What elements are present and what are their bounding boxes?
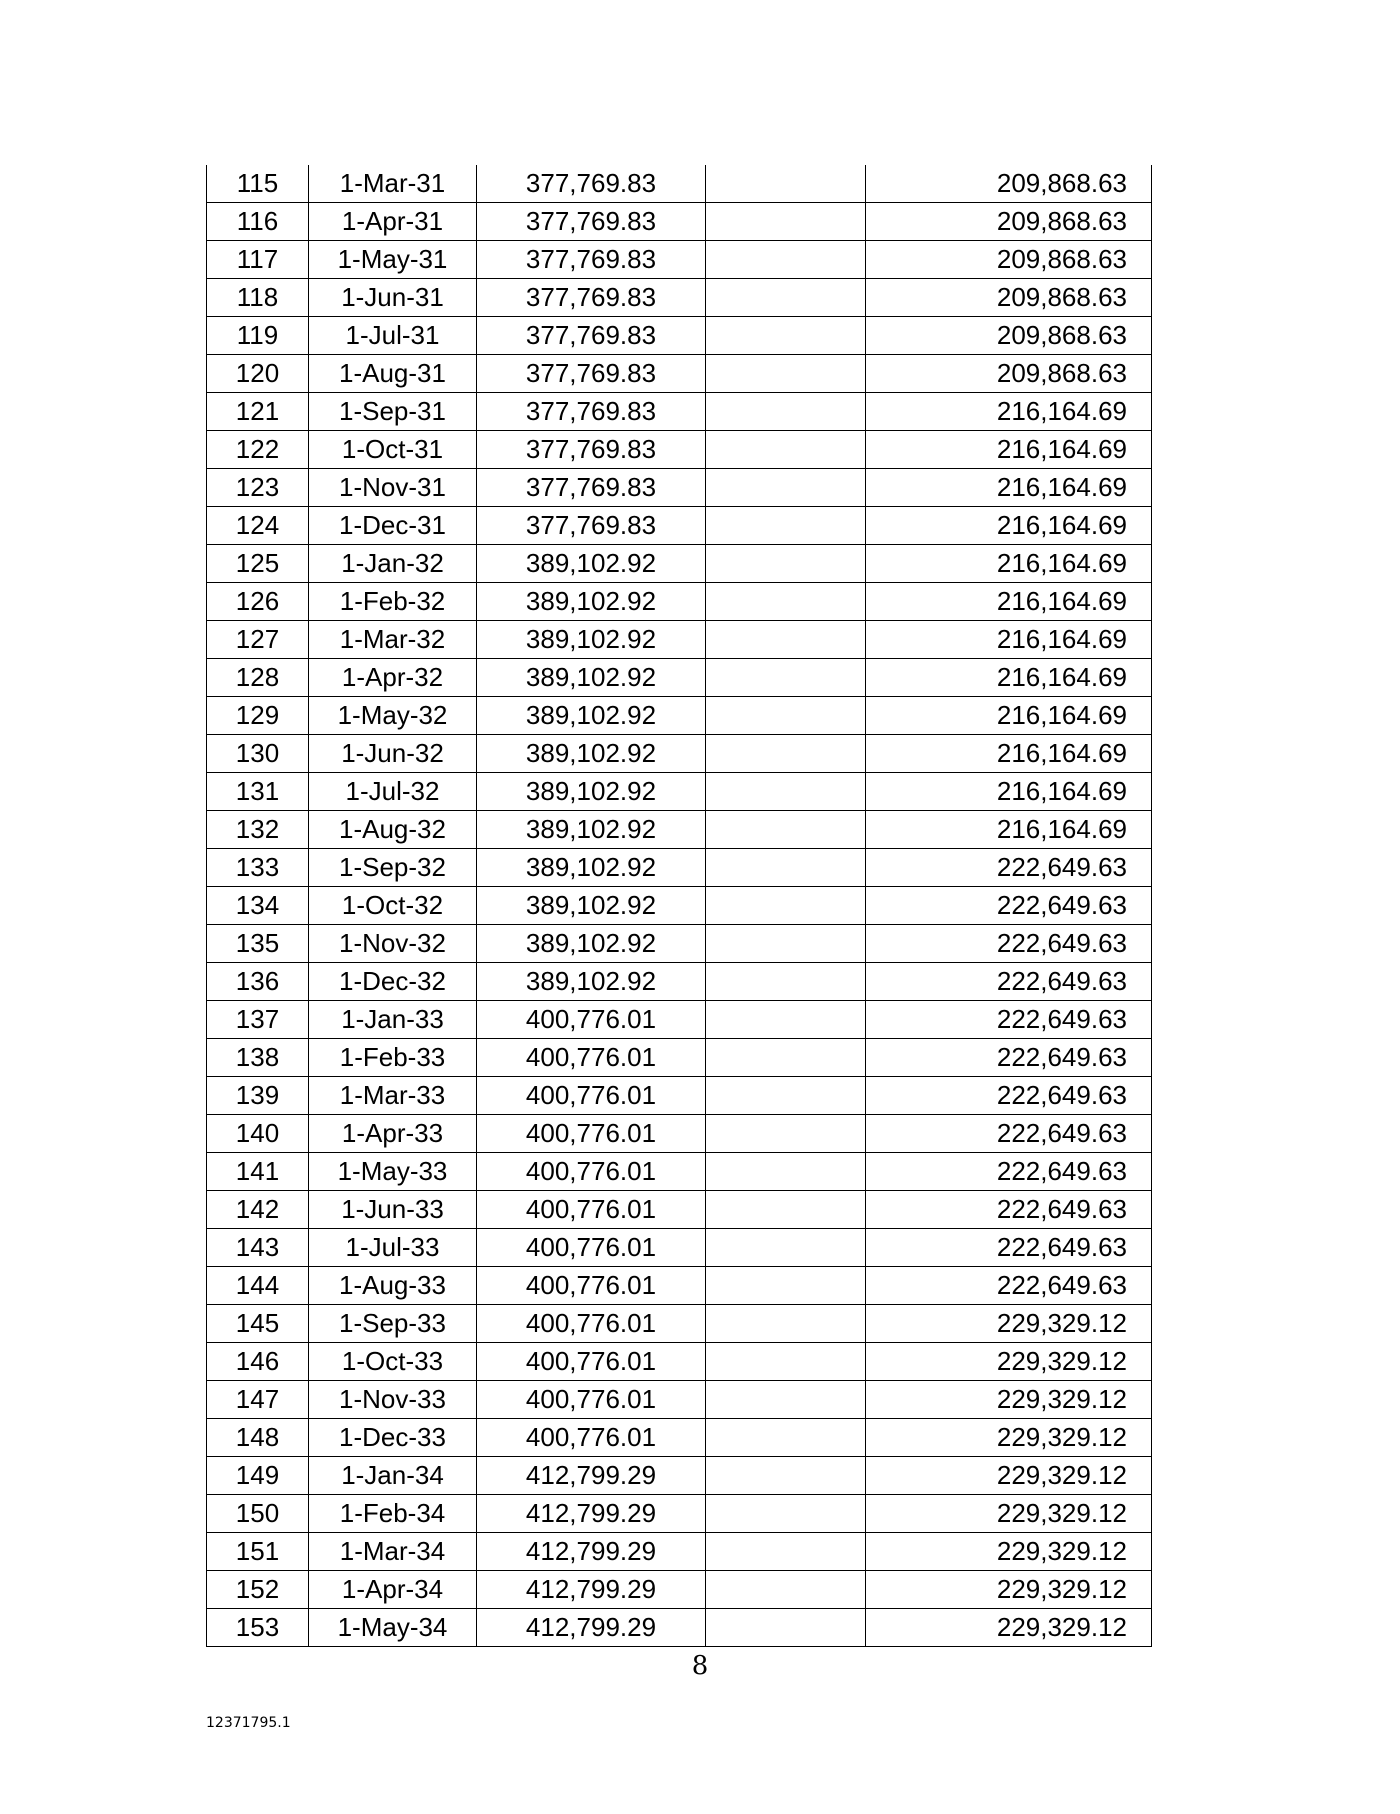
blank-cell <box>706 583 866 621</box>
blank-cell <box>706 279 866 317</box>
row-number-cell: 141 <box>207 1153 309 1191</box>
date-cell: 1-Oct-33 <box>309 1343 477 1381</box>
payment-cell: 389,102.92 <box>477 697 706 735</box>
date-cell: 1-Aug-31 <box>309 355 477 393</box>
blank-cell <box>706 1115 866 1153</box>
row-number-cell: 117 <box>207 241 309 279</box>
blank-cell <box>706 507 866 545</box>
schedule-table-body <box>207 165 1152 1647</box>
row-number-cell: 143 <box>207 1229 309 1267</box>
row-number-cell: 137 <box>207 1001 309 1039</box>
row-number-cell: 133 <box>207 849 309 887</box>
table-row <box>207 1419 1152 1457</box>
row-number-cell: 142 <box>207 1191 309 1229</box>
blank-cell <box>706 203 866 241</box>
row-number-cell: 119 <box>207 317 309 355</box>
table-row <box>207 1267 1152 1305</box>
blank-cell <box>706 697 866 735</box>
payment-cell: 400,776.01 <box>477 1419 706 1457</box>
date-cell: 1-Feb-33 <box>309 1039 477 1077</box>
date-cell: 1-Jun-32 <box>309 735 477 773</box>
row-number-cell: 132 <box>207 811 309 849</box>
amount-cell: 209,868.63 <box>866 355 1152 393</box>
date-cell: 1-Jul-31 <box>309 317 477 355</box>
row-number-cell: 122 <box>207 431 309 469</box>
blank-cell <box>706 963 866 1001</box>
table-row <box>207 697 1152 735</box>
payment-cell: 400,776.01 <box>477 1153 706 1191</box>
blank-cell <box>706 1039 866 1077</box>
row-number-cell: 144 <box>207 1267 309 1305</box>
table-row <box>207 1229 1152 1267</box>
date-cell: 1-Apr-32 <box>309 659 477 697</box>
amount-cell: 216,164.69 <box>866 773 1152 811</box>
row-number-cell: 140 <box>207 1115 309 1153</box>
amount-cell: 222,649.63 <box>866 849 1152 887</box>
table-row <box>207 317 1152 355</box>
amount-cell: 216,164.69 <box>866 659 1152 697</box>
payment-cell: 389,102.92 <box>477 735 706 773</box>
date-cell: 1-Apr-33 <box>309 1115 477 1153</box>
table-row <box>207 1191 1152 1229</box>
amount-cell: 216,164.69 <box>866 621 1152 659</box>
date-cell: 1-Dec-31 <box>309 507 477 545</box>
blank-cell <box>706 1153 866 1191</box>
amount-cell: 209,868.63 <box>866 165 1152 203</box>
amount-cell: 222,649.63 <box>866 887 1152 925</box>
table-row <box>207 1115 1152 1153</box>
date-cell: 1-Apr-34 <box>309 1571 477 1609</box>
amount-cell: 222,649.63 <box>866 1153 1152 1191</box>
table-row <box>207 1305 1152 1343</box>
amount-cell: 216,164.69 <box>866 545 1152 583</box>
blank-cell <box>706 887 866 925</box>
date-cell: 1-Jan-34 <box>309 1457 477 1495</box>
amount-cell: 209,868.63 <box>866 203 1152 241</box>
row-number-cell: 127 <box>207 621 309 659</box>
table-row <box>207 963 1152 1001</box>
row-number-cell: 126 <box>207 583 309 621</box>
payment-cell: 377,769.83 <box>477 507 706 545</box>
row-number-cell: 148 <box>207 1419 309 1457</box>
amount-cell: 229,329.12 <box>866 1343 1152 1381</box>
payment-cell: 389,102.92 <box>477 659 706 697</box>
amount-cell: 222,649.63 <box>866 1191 1152 1229</box>
payment-cell: 377,769.83 <box>477 355 706 393</box>
row-number-cell: 145 <box>207 1305 309 1343</box>
date-cell: 1-Jul-33 <box>309 1229 477 1267</box>
table-row <box>207 1001 1152 1039</box>
blank-cell <box>706 1533 866 1571</box>
amount-cell: 209,868.63 <box>866 317 1152 355</box>
blank-cell <box>706 1077 866 1115</box>
payment-cell: 377,769.83 <box>477 165 706 203</box>
table-row <box>207 165 1152 203</box>
date-cell: 1-Jun-31 <box>309 279 477 317</box>
payment-cell: 389,102.92 <box>477 811 706 849</box>
row-number-cell: 123 <box>207 469 309 507</box>
table-row <box>207 203 1152 241</box>
table-row <box>207 1153 1152 1191</box>
date-cell: 1-Nov-33 <box>309 1381 477 1419</box>
amount-cell: 209,868.63 <box>866 279 1152 317</box>
date-cell: 1-Mar-34 <box>309 1533 477 1571</box>
date-cell: 1-Oct-32 <box>309 887 477 925</box>
payment-cell: 389,102.92 <box>477 583 706 621</box>
blank-cell <box>706 1001 866 1039</box>
date-cell: 1-Jul-32 <box>309 773 477 811</box>
payment-cell: 400,776.01 <box>477 1001 706 1039</box>
blank-cell <box>706 1191 866 1229</box>
amount-cell: 222,649.63 <box>866 1229 1152 1267</box>
payment-cell: 400,776.01 <box>477 1115 706 1153</box>
date-cell: 1-May-32 <box>309 697 477 735</box>
payment-cell: 389,102.92 <box>477 849 706 887</box>
payment-cell: 400,776.01 <box>477 1191 706 1229</box>
table-row <box>207 1495 1152 1533</box>
table-row <box>207 1609 1152 1647</box>
table-row <box>207 621 1152 659</box>
table-row <box>207 735 1152 773</box>
row-number-cell: 139 <box>207 1077 309 1115</box>
payment-cell: 412,799.29 <box>477 1609 706 1647</box>
date-cell: 1-Aug-33 <box>309 1267 477 1305</box>
blank-cell <box>706 1305 866 1343</box>
amount-cell: 229,329.12 <box>866 1495 1152 1533</box>
row-number-cell: 125 <box>207 545 309 583</box>
table-row <box>207 1039 1152 1077</box>
row-number-cell: 134 <box>207 887 309 925</box>
blank-cell <box>706 773 866 811</box>
payment-cell: 377,769.83 <box>477 317 706 355</box>
payment-cell: 412,799.29 <box>477 1457 706 1495</box>
row-number-cell: 138 <box>207 1039 309 1077</box>
amount-cell: 222,649.63 <box>866 1039 1152 1077</box>
amount-cell: 216,164.69 <box>866 735 1152 773</box>
amount-cell: 229,329.12 <box>866 1571 1152 1609</box>
row-number-cell: 116 <box>207 203 309 241</box>
date-cell: 1-Mar-33 <box>309 1077 477 1115</box>
date-cell: 1-Jan-32 <box>309 545 477 583</box>
row-number-cell: 129 <box>207 697 309 735</box>
amount-cell: 229,329.12 <box>866 1419 1152 1457</box>
amount-cell: 222,649.63 <box>866 925 1152 963</box>
date-cell: 1-May-33 <box>309 1153 477 1191</box>
amount-cell: 229,329.12 <box>866 1457 1152 1495</box>
table-row <box>207 773 1152 811</box>
payment-cell: 389,102.92 <box>477 545 706 583</box>
row-number-cell: 135 <box>207 925 309 963</box>
blank-cell <box>706 317 866 355</box>
row-number-cell: 149 <box>207 1457 309 1495</box>
table-row <box>207 545 1152 583</box>
date-cell: 1-Feb-34 <box>309 1495 477 1533</box>
blank-cell <box>706 811 866 849</box>
table-row <box>207 583 1152 621</box>
payment-cell: 377,769.83 <box>477 279 706 317</box>
blank-cell <box>706 925 866 963</box>
row-number-cell: 151 <box>207 1533 309 1571</box>
blank-cell <box>706 469 866 507</box>
table-row <box>207 1571 1152 1609</box>
blank-cell <box>706 1419 866 1457</box>
payment-cell: 400,776.01 <box>477 1305 706 1343</box>
table-row <box>207 1381 1152 1419</box>
table-row <box>207 849 1152 887</box>
row-number-cell: 131 <box>207 773 309 811</box>
row-number-cell: 118 <box>207 279 309 317</box>
payment-cell: 389,102.92 <box>477 621 706 659</box>
date-cell: 1-Nov-32 <box>309 925 477 963</box>
row-number-cell: 130 <box>207 735 309 773</box>
blank-cell <box>706 545 866 583</box>
date-cell: 1-Jan-33 <box>309 1001 477 1039</box>
schedule-table <box>206 165 1152 1647</box>
date-cell: 1-May-31 <box>309 241 477 279</box>
payment-cell: 412,799.29 <box>477 1495 706 1533</box>
blank-cell <box>706 1229 866 1267</box>
date-cell: 1-Sep-31 <box>309 393 477 431</box>
row-number-cell: 124 <box>207 507 309 545</box>
blank-cell <box>706 659 866 697</box>
blank-cell <box>706 735 866 773</box>
amount-cell: 216,164.69 <box>866 507 1152 545</box>
blank-cell <box>706 1495 866 1533</box>
blank-cell <box>706 621 866 659</box>
amount-cell: 216,164.69 <box>866 583 1152 621</box>
payment-cell: 389,102.92 <box>477 773 706 811</box>
date-cell: 1-Mar-31 <box>309 165 477 203</box>
payment-cell: 377,769.83 <box>477 393 706 431</box>
payment-cell: 400,776.01 <box>477 1229 706 1267</box>
row-number-cell: 153 <box>207 1609 309 1647</box>
payment-cell: 377,769.83 <box>477 203 706 241</box>
blank-cell <box>706 1457 866 1495</box>
table-row <box>207 811 1152 849</box>
amount-cell: 229,329.12 <box>866 1381 1152 1419</box>
date-cell: 1-Aug-32 <box>309 811 477 849</box>
amount-cell: 216,164.69 <box>866 697 1152 735</box>
amount-cell: 216,164.69 <box>866 393 1152 431</box>
payment-cell: 389,102.92 <box>477 887 706 925</box>
page-number: 8 <box>691 1651 709 1681</box>
date-cell: 1-Apr-31 <box>309 203 477 241</box>
row-number-cell: 147 <box>207 1381 309 1419</box>
payment-cell: 389,102.92 <box>477 925 706 963</box>
blank-cell <box>706 165 866 203</box>
payment-cell: 377,769.83 <box>477 469 706 507</box>
payment-cell: 400,776.01 <box>477 1343 706 1381</box>
table-row <box>207 431 1152 469</box>
blank-cell <box>706 1381 866 1419</box>
table-row <box>207 355 1152 393</box>
date-cell: 1-Sep-32 <box>309 849 477 887</box>
row-number-cell: 150 <box>207 1495 309 1533</box>
payment-cell: 377,769.83 <box>477 241 706 279</box>
blank-cell <box>706 1571 866 1609</box>
blank-cell <box>706 355 866 393</box>
blank-cell <box>706 393 866 431</box>
table-row <box>207 1457 1152 1495</box>
row-number-cell: 120 <box>207 355 309 393</box>
table-row <box>207 469 1152 507</box>
date-cell: 1-Sep-33 <box>309 1305 477 1343</box>
date-cell: 1-Mar-32 <box>309 621 477 659</box>
amount-cell: 222,649.63 <box>866 1267 1152 1305</box>
row-number-cell: 136 <box>207 963 309 1001</box>
blank-cell <box>706 1343 866 1381</box>
date-cell: 1-Jun-33 <box>309 1191 477 1229</box>
date-cell: 1-Feb-32 <box>309 583 477 621</box>
table-row <box>207 393 1152 431</box>
row-number-cell: 115 <box>207 165 309 203</box>
payment-cell: 400,776.01 <box>477 1039 706 1077</box>
table-row <box>207 887 1152 925</box>
date-cell: 1-Dec-32 <box>309 963 477 1001</box>
blank-cell <box>706 241 866 279</box>
table-row <box>207 279 1152 317</box>
table-row <box>207 659 1152 697</box>
payment-cell: 389,102.92 <box>477 963 706 1001</box>
table-row <box>207 925 1152 963</box>
amount-cell: 216,164.69 <box>866 469 1152 507</box>
table-row <box>207 241 1152 279</box>
amount-cell: 216,164.69 <box>866 431 1152 469</box>
row-number-cell: 146 <box>207 1343 309 1381</box>
date-cell: 1-Dec-33 <box>309 1419 477 1457</box>
payment-cell: 412,799.29 <box>477 1533 706 1571</box>
date-cell: 1-Nov-31 <box>309 469 477 507</box>
row-number-cell: 152 <box>207 1571 309 1609</box>
amount-cell: 229,329.12 <box>866 1533 1152 1571</box>
payment-cell: 400,776.01 <box>477 1077 706 1115</box>
amount-cell: 216,164.69 <box>866 811 1152 849</box>
amount-cell: 229,329.12 <box>866 1609 1152 1647</box>
amount-cell: 222,649.63 <box>866 963 1152 1001</box>
payment-cell: 400,776.01 <box>477 1267 706 1305</box>
blank-cell <box>706 1267 866 1305</box>
document-id: 12371795.1 <box>206 1715 291 1731</box>
amount-cell: 222,649.63 <box>866 1077 1152 1115</box>
amount-cell: 222,649.63 <box>866 1001 1152 1039</box>
payment-cell: 377,769.83 <box>477 431 706 469</box>
payment-cell: 400,776.01 <box>477 1381 706 1419</box>
blank-cell <box>706 431 866 469</box>
date-cell: 1-May-34 <box>309 1609 477 1647</box>
payment-cell: 412,799.29 <box>477 1571 706 1609</box>
table-row <box>207 1343 1152 1381</box>
row-number-cell: 121 <box>207 393 309 431</box>
amount-cell: 229,329.12 <box>866 1305 1152 1343</box>
table-row <box>207 507 1152 545</box>
blank-cell <box>706 849 866 887</box>
row-number-cell: 128 <box>207 659 309 697</box>
amount-cell: 222,649.63 <box>866 1115 1152 1153</box>
table-row <box>207 1533 1152 1571</box>
table-row <box>207 1077 1152 1115</box>
blank-cell <box>706 1609 866 1647</box>
amount-cell: 209,868.63 <box>866 241 1152 279</box>
date-cell: 1-Oct-31 <box>309 431 477 469</box>
